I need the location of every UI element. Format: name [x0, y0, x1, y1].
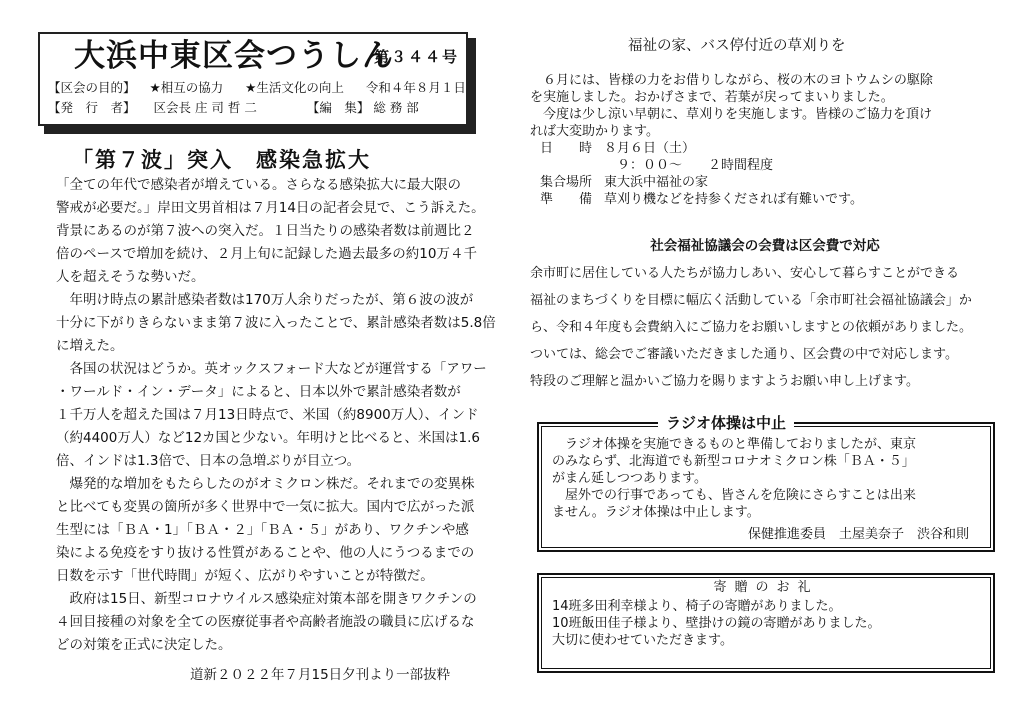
masthead-publisher-row — [48, 100, 419, 116]
mowing-line: れば大変助かります。 — [530, 124, 659, 139]
issue-number: 第３４４号 — [374, 48, 460, 66]
schedule-key: 準 備 — [540, 192, 593, 207]
article-line: 倍のペースで増加を続け、２月上旬に記録した過去最多の約10万４千 — [56, 246, 477, 262]
article-line: 染による免疫をすり抜ける性質があることや、他の人にうつるまでの — [56, 545, 475, 561]
article-line: （約4400万人）など12カ国と少ない。年明けと比べると、米国は1.6 — [56, 430, 481, 446]
radio-signature: 保健推進委員 土屋美奈子 渋谷和則 — [748, 527, 970, 542]
schedule-value: 東大浜中福祉の家 — [604, 175, 709, 190]
mowing-body — [530, 72, 933, 140]
welfare-line: 福祉のまちづくりを目標に幅広く活動している「余市町社会福祉協議会」か — [530, 293, 972, 308]
welfare-line: ら、令和４年度も会費納入にご協力をお願いしますとの依頼がありました。 — [530, 320, 973, 335]
welfare-line: ついては、総会でご審議いただきました通り、区会費の中で対応します。 — [530, 347, 958, 362]
schedule-value: ９：００～ ２時間程度 — [604, 158, 774, 173]
schedule-row — [540, 174, 863, 191]
purpose-item: ★相互の協力 — [149, 80, 224, 95]
publisher-name: 区会長 庄 司 哲 二 — [153, 100, 257, 115]
thanks-line: 大切に使わせていただきます。 — [552, 633, 733, 648]
mowing-line: ６月には、皆様の力をお借りしながら、桜の木のヨトウムシの駆除 — [530, 73, 933, 88]
editor-name: 総 務 部 — [373, 100, 419, 115]
purpose-item: ★生活文化の向上 — [245, 80, 344, 95]
schedule-value: 草刈り機などを持参くだされば有難いです。 — [604, 192, 863, 207]
schedule-row — [540, 157, 863, 174]
article-line: 倍、インドは1.3倍で、日本の急増ぶりが目立つ。 — [56, 453, 361, 469]
radio-line: 屋外での行事であっても、皆さんを危険にさらすことは出来 — [552, 488, 916, 503]
schedule-row — [540, 191, 863, 208]
article-line: 年明け時点の累計感染者数は170万人余りだったが、第６波の波が — [56, 292, 474, 308]
article-line: どの対策を正式に決定した。 — [56, 637, 232, 653]
welfare-line: 余市町に居住している人たちが協力しあい、安心して暮らすことができる — [530, 266, 960, 281]
mowing-schedule — [540, 140, 863, 208]
schedule-key: 日 時 — [540, 141, 593, 156]
thanks-title: 寄贈のお礼 — [713, 580, 819, 595]
editor-label: 【編 集】 — [306, 100, 370, 115]
mowing-title: 福祉の家、バス停付近の草刈りを — [628, 38, 846, 54]
article-line: 政府は15日、新型コロナウイルス感染症対策本部を開きワクチンの — [56, 591, 477, 607]
article-line: に増えた。 — [56, 338, 124, 354]
thanks-line: 10班飯田佳子様より、壁掛けの鏡の寄贈がありました。 — [552, 616, 881, 631]
radio-notice-title: ラジオ体操は中止 — [658, 413, 794, 433]
article-headline: 「第７波」突入 感染急拡大 — [72, 147, 371, 172]
welfare-title: 社会福祉協議会の会費は区会費で対応 — [650, 238, 880, 254]
article-line: 「全ての年代で感染者が増えている。さらなる感染拡大に最大限の — [56, 177, 461, 193]
thanks-line: 14班多田利幸様より、椅子の寄贈がありました。 — [552, 599, 842, 614]
thanks-body — [552, 598, 881, 649]
masthead-purpose-row — [48, 80, 466, 96]
article-line: ・ワールド・イン・データ」によると、日本以外で累計感染者数が — [56, 384, 461, 400]
article-line: ４回目接種の対象を全ての医療従事者や高齢者施設の職員に広げるな — [56, 614, 475, 630]
article-line: と比べても変異の箇所が多く世界中で一気に拡大。国内で広がった派 — [56, 499, 475, 515]
mowing-line: 今度は少し涼い早朝に、草刈りを実施します。皆様のご協力を頂け — [530, 107, 932, 122]
article-line: 人を超えそうな勢いだ。 — [56, 269, 205, 285]
schedule-key — [540, 157, 604, 174]
article-line: 警戒が必要だ。」岸田文男首相は７月14日の記者会見で、こう訴えた。 — [56, 200, 485, 216]
article-line: １千万人を超えた国は７月13日時点で、米国（約8900万人）、インド — [56, 407, 479, 423]
radio-notice-body — [552, 436, 916, 521]
issue-date: 令和４年８月１日 — [365, 80, 466, 95]
welfare-body — [530, 260, 972, 395]
article-line: 各国の状況はどうか。英オックスフォード大などが運営する「アワー — [56, 361, 487, 377]
article-source: 道新２０２２年７月15日夕刊より一部抜粋 — [190, 667, 451, 683]
mowing-line: を実施しました。おかげさまで、若葉が戻ってまいりました。 — [530, 90, 894, 105]
schedule-value: ８月６日（土） — [604, 141, 696, 156]
radio-line: ません。ラジオ体操は中止します。 — [552, 505, 760, 520]
radio-line: のみならず、北海道でも新型コロナオミクロン株「ＢＡ・５」 — [552, 454, 915, 469]
schedule-row — [540, 140, 863, 157]
newsletter-title: 大浜中東区会つうしん — [74, 38, 394, 74]
article-line: 日数を示す「世代時間」が短く、広がりやすいことが特徴だ。 — [56, 568, 434, 584]
purpose-label: 【区会の目的】 — [48, 80, 136, 95]
article-body — [56, 174, 504, 657]
radio-line: ラジオ体操を実施できるものと準備しておりましたが、東京 — [552, 437, 917, 452]
schedule-key: 集合場所 — [540, 175, 593, 190]
publisher-label: 【発 行 者】 — [48, 100, 136, 115]
article-line: 爆発的な増加をもたらしたのがオミクロン株だ。それまでの変異株 — [56, 476, 475, 492]
article-line: 十分に下がりきらないまま第７波に入ったことで、累計感染者数は5.8倍 — [56, 315, 496, 331]
radio-line: がまん延しつつあります。 — [552, 471, 707, 486]
article-line: 生型には「ＢＡ・1」「ＢＡ・２」「ＢＡ・５」があり、ワクチンや感 — [56, 522, 469, 538]
article-line: 背景にあるのが第７波への突入だ。１日当たりの感染者数は前週比２ — [56, 223, 475, 239]
welfare-line: 特段のご理解と温かいご協力を賜りますようお願い申し上げます。 — [530, 374, 919, 389]
